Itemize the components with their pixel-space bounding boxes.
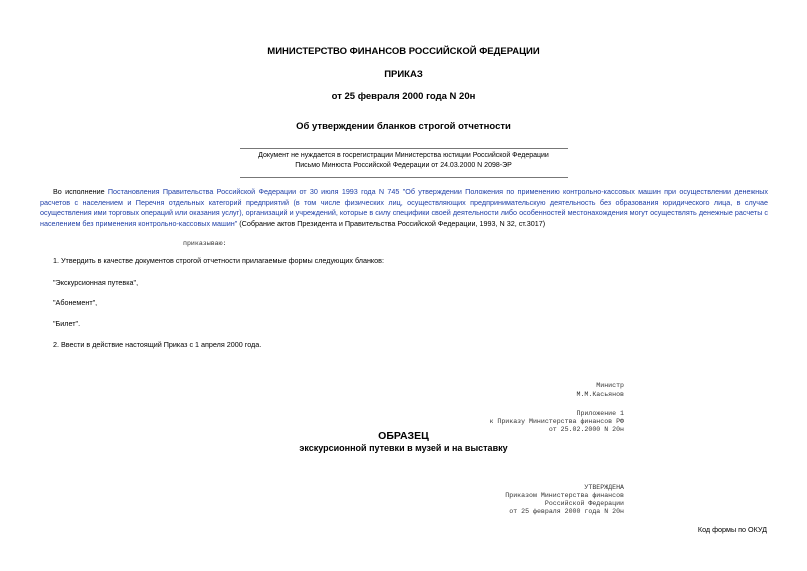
sample-subtitle: экскурсионной путевки в музей и на выставку	[299, 443, 508, 453]
date-number-heading: от 25 февраля 2000 года N 20н	[331, 91, 476, 102]
signature-position: Министр	[596, 382, 624, 389]
item-2-text: 2. Ввести в действие настоящий Приказ с 1 апреля 2000 года.	[53, 340, 262, 349]
sample-title: ОБРАЗЕЦ	[378, 430, 429, 442]
preamble-tail: (Собрание актов Президента и Правительства Российской Федерации, 1993, N 32, ст.3017)	[237, 218, 546, 228]
signature-name: М.М.Касьянов	[576, 391, 624, 398]
form-excursion-voucher: "Экскурсионная путевка",	[53, 278, 139, 287]
order-word: приказываю:	[183, 240, 227, 247]
okud-code-label: Код формы по ОКУД	[697, 525, 767, 534]
approved-line-3: Российской Федерации	[544, 500, 624, 507]
ministry-heading: МИНИСТЕРСТВО ФИНАНСОВ РОССИЙСКОЙ ФЕДЕРАЦИИ	[267, 46, 540, 57]
notice-top-rule	[240, 148, 568, 149]
subject-heading: Об утверждении бланков строгой отчетности	[296, 121, 511, 132]
preamble-intro: Во исполнение	[53, 187, 108, 196]
appendix-line-1: Приложение 1	[576, 410, 624, 417]
item-1-text: 1. Утвердить в качестве документов строгой отчетности прилагаемые формы следующих бланков:	[53, 256, 384, 265]
approved-line-4: от 25 февраля 2000 года N 20н	[509, 508, 624, 515]
government-decree-link[interactable]: Постановления Правительства Российской Федерации от 30 июля 1993 года N 745 "Об утверждении Положения по применению контрольно-кассовых машин при осуществлении денежных расчетов с населением и Перечня отдельных категорий предприятий (в том числе физических лиц, осуществляющих предпринимательскую деятельность без образования юридического лица, в случае осуществления ими торговых операций или оказания услуг), организаций и учреждений, которые в силу специфики своей деятельности либо особенностей местонахождения могут осуществлять денежные расчеты с населением без применения контрольно-кассовых машин"	[40, 187, 768, 228]
appendix-line-2: к Приказу Министерства финансов РФ	[489, 418, 624, 425]
form-subscription: "Абонемент",	[53, 298, 98, 307]
form-ticket: "Билет".	[53, 319, 81, 328]
appendix-line-3: от 25.02.2000 N 20н	[548, 426, 624, 433]
approved-line-2: Приказом Министерства финансов	[505, 492, 624, 499]
notice-line-2: Письмо Минюста Российской Федерации от 24.03.2000 N 2098-ЭР	[295, 162, 512, 169]
notice-bottom-rule	[240, 177, 568, 178]
doc-type-heading: ПРИКАЗ	[384, 69, 423, 80]
approved-line-1: УТВЕРЖДЕНА	[584, 484, 624, 491]
preamble-paragraph	[40, 187, 768, 229]
notice-line-1: Документ не нуждается в госрегистрации Министерства юстиции Российской Федерации	[258, 152, 549, 159]
